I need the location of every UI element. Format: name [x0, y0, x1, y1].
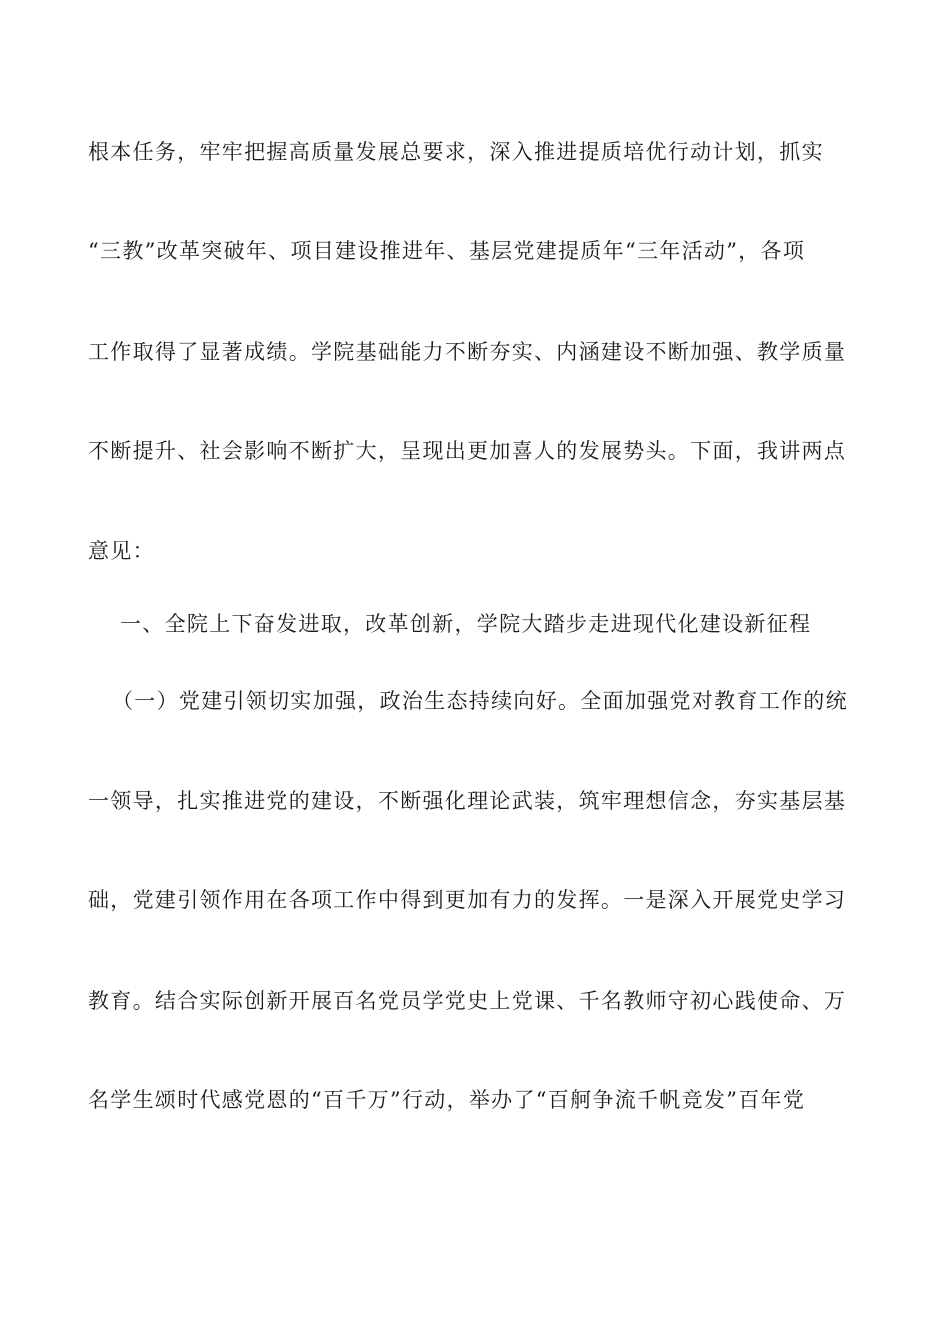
- paragraph-line: 意见：: [88, 539, 155, 563]
- paragraph-line: 教育。结合实际创新开展百名党员学党史上党课、千名教师守初心践使命、万: [88, 989, 847, 1013]
- paragraph-line: 一领导，扎实推进党的建设，不断强化理论武装，筑牢理想信念，夯实基层基: [88, 789, 847, 813]
- paragraph-line: “三教”改革突破年、项目建设推进年、基层党建提质年“三年活动”，各项: [88, 239, 806, 263]
- paragraph-line: 不断提升、社会影响不断扩大，呈现出更加喜人的发展势头。下面，我讲两点: [88, 439, 847, 463]
- paragraph-line: 名学生颂时代感党恩的“百千万”行动，举办了“百舸争流千帆竞发”百年党: [88, 1088, 806, 1112]
- paragraph-line: 根本任务，牢牢把握高质量发展总要求，深入推进提质培优行动计划，抓实: [88, 140, 824, 164]
- paragraph-line: 工作取得了显著成绩。学院基础能力不断夯实、内涵建设不断加强、教学质量: [88, 340, 847, 364]
- subsection-heading-line: （一）党建引领切实加强，政治生态持续向好。全面加强党对教育工作的统: [112, 689, 848, 713]
- section-heading: 一、全院上下奋发进取，改革创新，学院大踏步走进现代化建设新征程: [120, 612, 812, 636]
- paragraph-line: 础，党建引领作用在各项工作中得到更加有力的发挥。一是深入开展党史学习: [88, 888, 847, 912]
